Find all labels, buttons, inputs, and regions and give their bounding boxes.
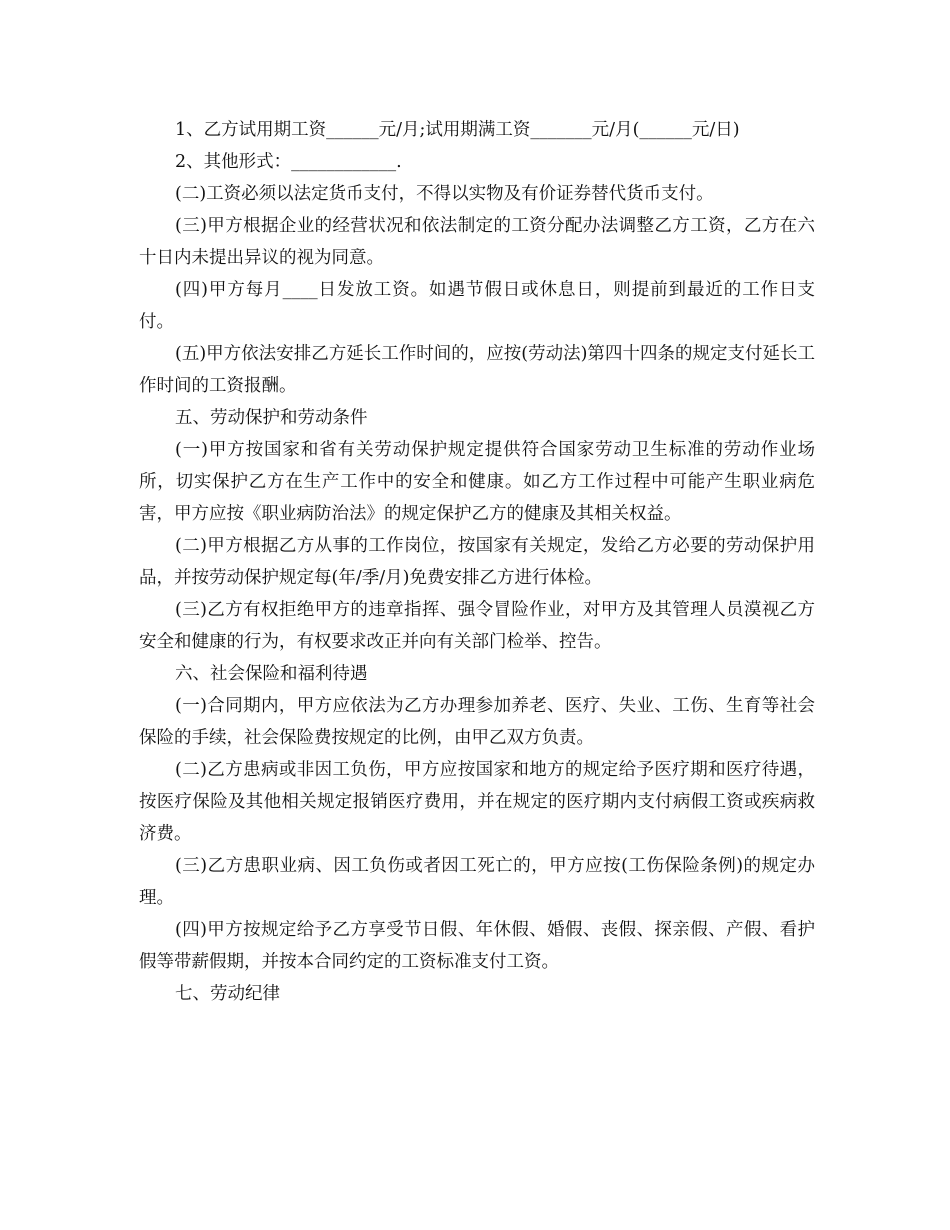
paragraph-occupational-injury: (三)乙方患职业病、因工负伤或者因工死亡的，甲方应按(工伤保险条例)的规定办理。 [139, 856, 815, 908]
paragraph-social-insurance: (一)合同期内，甲方应依法为乙方办理参加养老、医疗、失业、工伤、生育等社会保险的手续，社会保险费按规定的比例，由甲乙双方负责。 [139, 696, 815, 748]
section-heading-social-insurance: 六、社会保险和福利待遇 [175, 664, 368, 684]
paragraph-payday: (四)甲方每月____日发放工资。如遇节假日或休息日，则提前到最近的工作日支付。 [139, 280, 815, 332]
paragraph-salary-probation: 1、乙方试用期工资______元/月;试用期满工资_______元/月(______元/日) [175, 120, 740, 140]
document-body [139, 114, 815, 1010]
paragraph-workplace-safety: (一)甲方按国家和省有关劳动保护规定提供符合国家劳动卫生标准的劳动作业场所，切实保护乙方在生产工作中的安全和健康。如乙方工作过程中可能产生职业病危害，甲方应按《职业病防治法》的规定保护乙方的健康及其相关权益。 [139, 440, 815, 524]
section-heading-labor-protection: 五、劳动保护和劳动条件 [175, 408, 368, 428]
paragraph-right-to-refuse: (三)乙方有权拒绝甲方的违章指挥、强令冒险作业，对甲方及其管理人员漠视乙方安全和健康的行为，有权要求改正并向有关部门检举、控告。 [139, 600, 815, 652]
paragraph-protective-equipment: (二)甲方根据乙方从事的工作岗位，按国家有关规定，发给乙方必要的劳动保护用品，并按劳动保护规定每(年/季/月)免费安排乙方进行体检。 [139, 536, 815, 588]
paragraph-sick-leave: (二)乙方患病或非因工负伤，甲方应按国家和地方的规定给予医疗期和医疗待遇，按医疗保险及其他相关规定报销医疗费用，并在规定的医疗期内支付病假工资或疾病救济费。 [139, 760, 815, 844]
paragraph-salary-adjustment: (三)甲方根据企业的经营状况和依法制定的工资分配办法调整乙方工资，乙方在六十日内未提出异议的视为同意。 [139, 216, 815, 268]
paragraph-overtime-pay: (五)甲方依法安排乙方延长工作时间的，应按(劳动法)第四十四条的规定支付延长工作时间的工资报酬。 [139, 344, 815, 396]
paragraph-other-form: 2、其他形式：____________. [175, 152, 402, 172]
paragraph-paid-leave: (四)甲方按规定给予乙方享受节日假、年休假、婚假、丧假、探亲假、产假、看护假等带薪假期，并按本合同约定的工资标准支付工资。 [139, 920, 815, 972]
section-heading-labor-discipline: 七、劳动纪律 [175, 984, 280, 1004]
paragraph-currency-payment: (二)工资必须以法定货币支付，不得以实物及有价证券替代货币支付。 [175, 184, 714, 204]
